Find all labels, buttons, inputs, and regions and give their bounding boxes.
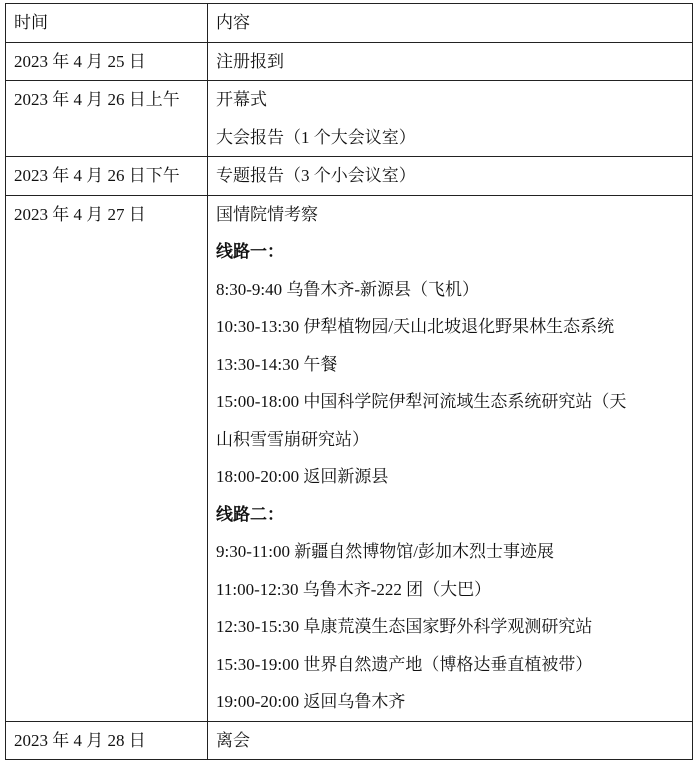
row-time: 2023 年 4 月 26 日下午 xyxy=(6,157,208,196)
table-row xyxy=(6,195,693,721)
header-row xyxy=(6,4,693,43)
table-row xyxy=(6,42,693,81)
route-heading: 线路一： xyxy=(216,242,284,261)
row-time: 2023 年 4 月 26 日上午 xyxy=(6,81,208,157)
header-content: 内容 xyxy=(208,4,693,43)
row-time: 2023 年 4 月 28 日 xyxy=(6,721,208,760)
row-content: 国情院情考察 线路一： 8:30-9:40 乌鲁木齐-新源县（飞机） 10:30-13:30 伊犁植物园/天山北坡退化野果林生态系统 13:30-14:30 午餐 15:00-18:00 中国科学院伊犁河流域生态系统研究站（天 山积雪雪崩研究站） 18:00-20:00 返回新源县 线路二： 9:30-11:00 新疆自然博物馆/彭加木烈士事迹展 11:00-12:30 乌鲁木齐-222 团（大巴） 12:30-15:30 阜康荒漠生态国家野外科学观测研究站 15:30-19:00 世界自然遗产地（博格达垂直植被带） 19:00-20:00 返回乌鲁木齐 xyxy=(208,195,693,721)
table-row xyxy=(6,81,693,157)
row-content: 专题报告（3 个小会议室） xyxy=(208,157,693,196)
row-time: 2023 年 4 月 27 日 xyxy=(6,195,208,721)
header-time: 时间 xyxy=(6,4,208,43)
row-content: 离会 xyxy=(208,721,693,760)
table-row xyxy=(6,157,693,196)
schedule-table xyxy=(5,3,693,760)
row-time: 2023 年 4 月 25 日 xyxy=(6,42,208,81)
row-content: 注册报到 xyxy=(208,42,693,81)
route-heading: 线路二： xyxy=(216,504,284,524)
table-row xyxy=(6,721,693,760)
row-content: 开幕式 大会报告（1 个大会议室） xyxy=(208,81,693,157)
